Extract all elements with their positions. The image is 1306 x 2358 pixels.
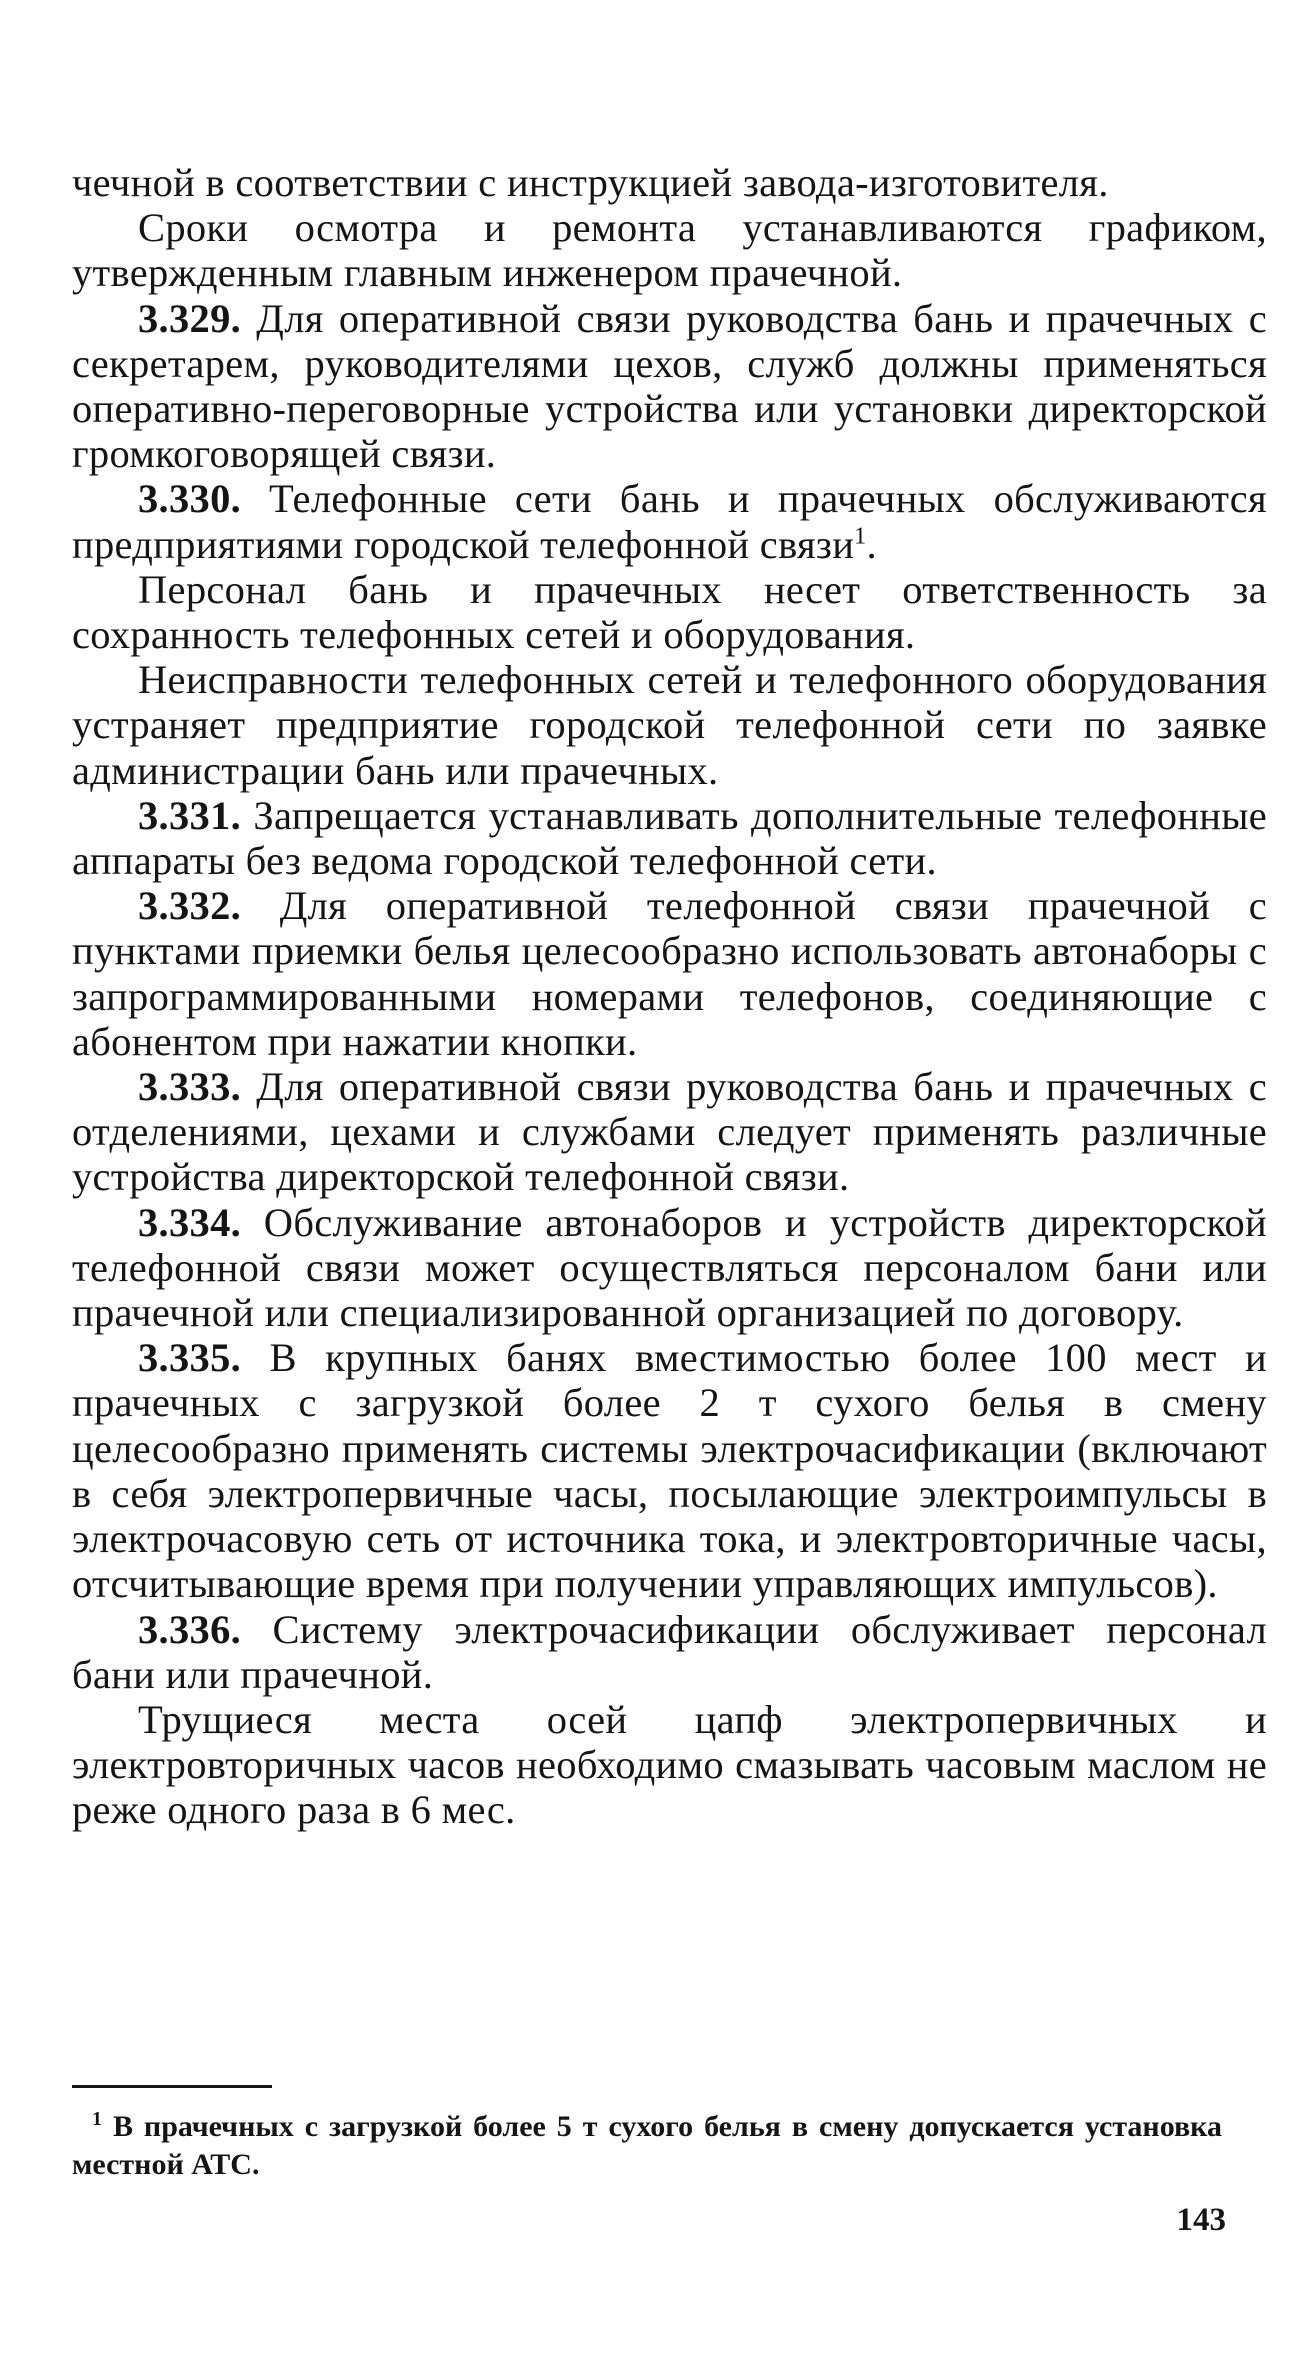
- paragraph-text: Телефонные сети бань и прачечных обслуживаются предприятиями городской телефонной связи: [72, 476, 1267, 567]
- paragraph-number: 3.329.: [138, 295, 242, 341]
- footnote-reference[interactable]: 1: [854, 523, 867, 550]
- paragraph-lubrication: [72, 1697, 1267, 1833]
- paragraph-number: 3.336.: [138, 1606, 242, 1652]
- paragraph-text: Систему электрочасификации обслуживает персонал бани или прачечной.: [72, 1606, 1267, 1697]
- paragraph-number: 3.335.: [138, 1335, 242, 1381]
- paragraph-3-335: [72, 1335, 1267, 1606]
- paragraph-text: Неисправности телефонных сетей и телефонного оборудования устраняет предприятие городской телефонной сети по заявке администрации бань или прачечных.: [72, 657, 1267, 793]
- page-body: [72, 160, 1267, 1833]
- footnote-text: В прачечных с загрузкой более 5 т сухого белья в смену допускается установка местной АТС.: [72, 2110, 1222, 2181]
- paragraph-3-331: [72, 793, 1267, 883]
- paragraph-text: чечной в соответствии с инструкцией завода-изготовителя.: [72, 160, 1109, 205]
- paragraph-3-333: [72, 1064, 1267, 1200]
- paragraph-number: 3.330.: [138, 476, 242, 522]
- footnote: [72, 2108, 1222, 2184]
- paragraph-continuation: [72, 160, 1267, 205]
- footnote-marker: 1: [92, 2108, 102, 2130]
- paragraph-inspection-schedule: [72, 205, 1267, 295]
- paragraph-text: Обслуживание автонаборов и устройств директорской телефонной связи может осуществляться персоналом бани или прачечной или специализированной организацией по договору.: [72, 1199, 1267, 1336]
- paragraph-staff-responsibility: [72, 567, 1267, 657]
- paragraph-text: Персонал бань и прачечных несет ответственность за сохранность телефонных сетей и оборудования.: [72, 566, 1267, 658]
- paragraph-3-334: [72, 1200, 1267, 1336]
- paragraph-3-336: [72, 1607, 1267, 1697]
- paragraph-text: Запрещается устанавливать дополнительные телефонные аппараты без ведома городской телефонной сети.: [72, 792, 1267, 884]
- page-number: 143: [1176, 2202, 1226, 2238]
- paragraph-number: 3.331.: [138, 792, 242, 838]
- paragraph-text: Трущиеся места осей цапф электропервичных и электровторичных часов необходимо смазывать часовым маслом не реже одного раза в 6 мес.: [72, 1696, 1267, 1833]
- paragraph-text: Для оперативной телефонной связи прачечной с пунктами приемки белья целесообразно использовать автонаборы с запрограммированными номерами телефонов, соединяющие с абонентом при нажатии кнопки.: [72, 883, 1267, 1064]
- footnote-divider: [72, 2085, 272, 2088]
- paragraph-number: 3.332.: [138, 883, 242, 929]
- paragraph-3-330: [72, 476, 1267, 566]
- paragraph-text: Сроки осмотра и ремонта устанавливаются графиком, утвержденным главным инженером прачечной.: [72, 205, 1267, 296]
- paragraph-3-329: [72, 296, 1267, 477]
- paragraph-text-end: .: [866, 521, 877, 567]
- paragraph-text: В крупных банях вместимостью более 100 мест и прачечных с загрузкой более 2 т сухого белья в смену целесообразно применять системы электрочасификации (включают в себя электропервичные часы, посылающие электроимпульсы в электрочасовую сеть от источника тока, и электровторичные часы, отсчитывающие время при получении управляющих импульсов).: [72, 1335, 1267, 1607]
- paragraph-faults: [72, 657, 1267, 793]
- paragraph-text: Для оперативной связи руководства бань и прачечных с отделениями, цехами и службами следует применять различные устройства директорской телефонной связи.: [72, 1064, 1267, 1200]
- paragraph-3-332: [72, 883, 1267, 1064]
- paragraph-number: 3.333.: [138, 1064, 242, 1110]
- paragraph-text: Для оперативной связи руководства бань и прачечных с секретарем, руководителями цехов, служб должны применяться оперативно-переговорные устройства или установки директорской громкоговорящей связи.: [72, 295, 1267, 477]
- paragraph-number: 3.334.: [138, 1199, 242, 1245]
